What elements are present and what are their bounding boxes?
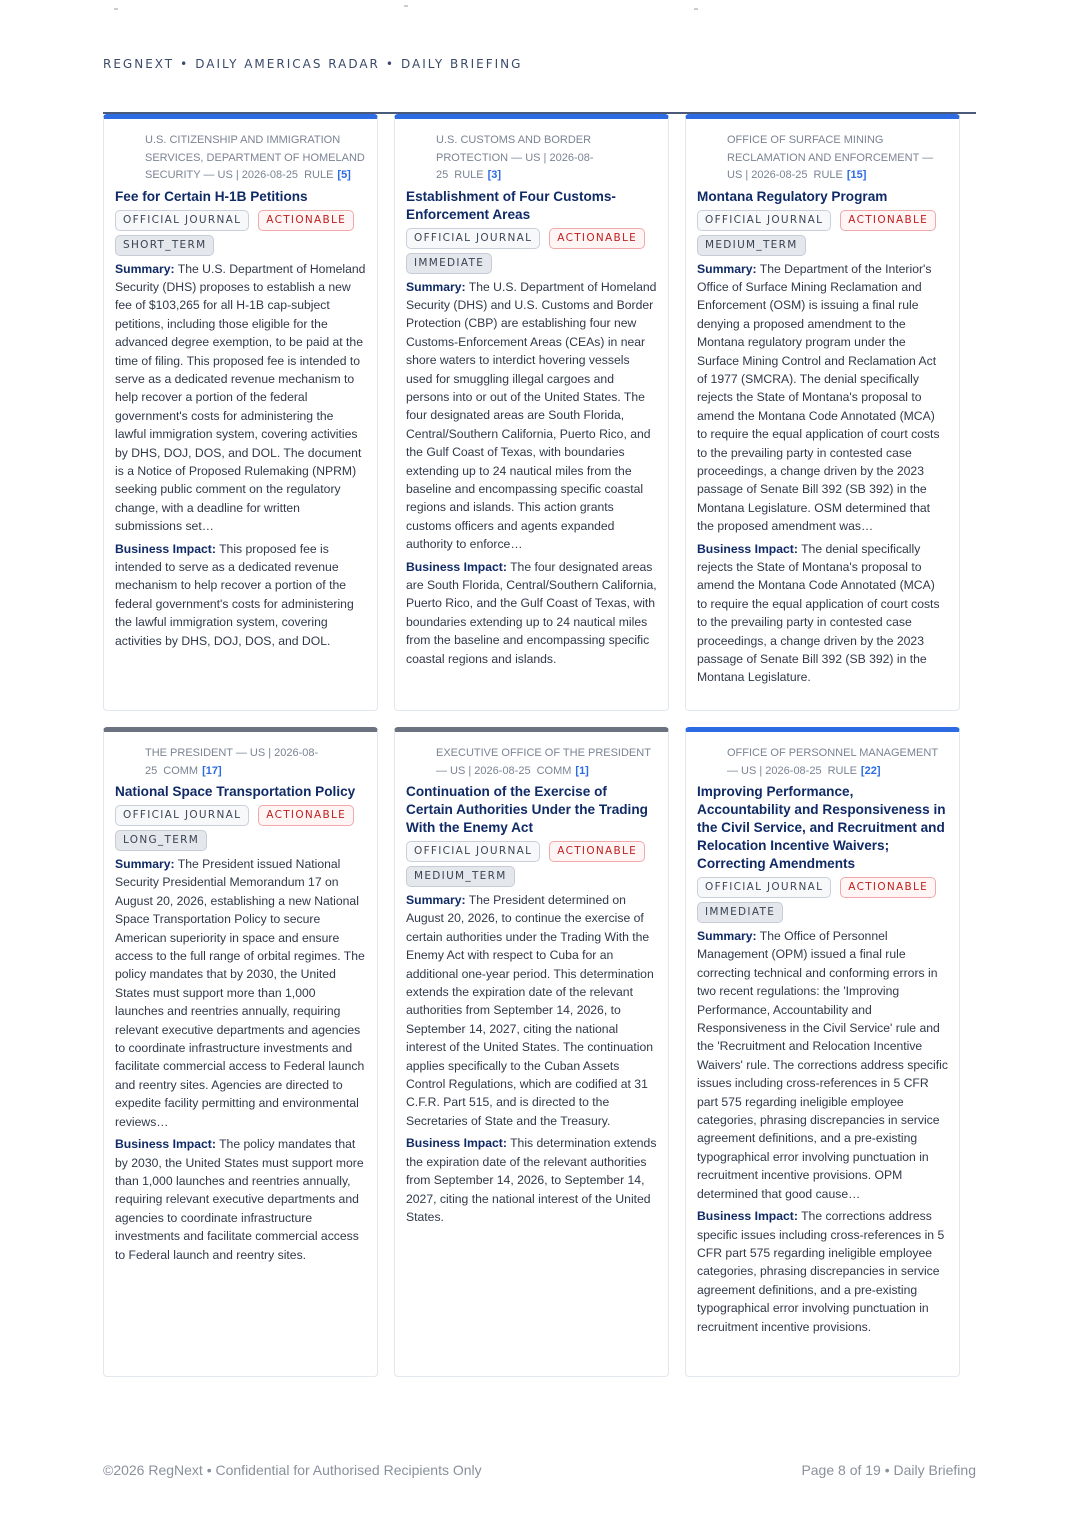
impact-paragraph	[115, 540, 366, 650]
tag-list	[697, 877, 937, 923]
document-type: DAILY BRIEFING	[400, 57, 523, 71]
card-meta	[115, 745, 366, 780]
impact-text: The denial specifically rejects the State of Montana's proposal to amend the Montana Code Annotated (MCA) to require the equal application of court costs to the prevailing party in contested case proceedings, a change driven by the 2023 passage of Senate Bill 392 (SB 392) in the Montana Legislature.	[697, 541, 940, 685]
document-kind: COMM	[163, 764, 199, 777]
summary-paragraph	[697, 927, 948, 1203]
print-mark	[694, 8, 698, 10]
reference-number[interactable]: [3]	[487, 169, 502, 181]
impact-text: This determination extends the expiration date of the relevant authorities from September 14, 2026, to September 14, 2027, citing the national interest of the United States.	[406, 1136, 657, 1224]
summary-label: Summary:	[406, 279, 466, 294]
print-mark	[114, 8, 118, 10]
agency-line: U.S. CITIZENSHIP AND IMMIGRATION SERVICES, DEPARTMENT OF HOMELAND SECURITY — US | 2026-08-25	[145, 134, 365, 181]
summary-text: The Office of Personnel Management (OPM) issued a final rule correcting technical and conforming errors in two recent regulations: the 'Improving Performance, Accountability and Responsiveness in the Civil Service' rule and the 'Recruitment and Relocation Incentive Waivers' rule. The corrections address specific issues including cross-references in 5 CFR part 575 regarding ineligible employee categories, phrasing discrepancies in service agreement definitions, and a pre-existing typographical error involving punctuation in recruitment incentive provisions. OPM determined that good cause…	[697, 929, 948, 1201]
actionable-tag: ACTIONABLE	[258, 805, 354, 826]
header-separator: •	[180, 57, 190, 71]
card-meta	[406, 745, 657, 780]
tag-list	[697, 210, 937, 256]
actionable-tag: ACTIONABLE	[840, 877, 936, 898]
summary-text: The President issued National Security Presidential Memorandum 17 on August 20, 2026, establishing a new National Space Transportation Policy to secure American superiority in space and ensure access to the full range of orbital regimes. The policy mandates that by 2030, the United States must support more than 1,000 launches and reentries annually, requiring relevant executive departments and agencies to coordinate infrastructure investments and facilitate commercial access to Federal launch and reentry sites. Agencies are directed to expedite facility permitting and environmental reviews…	[115, 857, 365, 1129]
source-tag: OFFICIAL JOURNAL	[697, 877, 831, 898]
impact-label: Business Impact:	[697, 1209, 798, 1224]
impact-label: Business Impact:	[697, 541, 798, 556]
agency-line: OFFICE OF PERSONNEL MANAGEMENT — US | 2026-08-25	[727, 747, 938, 777]
document-kind: RULE	[304, 169, 334, 181]
document-kind: COMM	[536, 764, 572, 777]
reference-number[interactable]: [17]	[202, 764, 222, 777]
actionable-tag: ACTIONABLE	[549, 841, 645, 862]
summary-paragraph	[406, 891, 657, 1130]
summary-label: Summary:	[115, 261, 175, 276]
timeframe-tag: MEDIUM_TERM	[406, 866, 515, 887]
source-tag: OFFICIAL JOURNAL	[697, 210, 831, 231]
reference-number[interactable]: [22]	[860, 764, 881, 777]
summary-text: The Department of the Interior's Office of Surface Mining Reclamation and Enforcement (OSM) is issuing a final rule denying a proposed amendment to the Montana regulatory program under the Surface Mining Control and Reclamation Act of 1977 (SMCRA). The denial specifically rejects the State of Montana's proposal to amend the Montana Code Annotated (MCA) to require the equal application of court costs to the prevailing party in contested case proceedings, a change driven by the 2023 passage of Senate Bill 392 (SB 392) in the Montana Legislature. OSM determined that the proposed amendment was…	[697, 261, 940, 534]
regulation-card[interactable]	[394, 727, 669, 1377]
card-title[interactable]: Improving Performance, Accountability and Responsiveness in the Civil Service, and Recruitment and Relocation Incentive Waivers; Correcting Amendments	[697, 784, 946, 871]
source-tag: OFFICIAL JOURNAL	[115, 210, 249, 231]
impact-text: The corrections address specific issues including cross-references in 5 CFR part 575 regarding ineligible employee categories, phrasing discrepancies in service agreement definitions, and a pre-existing typographical error involving punctuation in recruitment incentive provisions.	[697, 1209, 945, 1334]
actionable-tag: ACTIONABLE	[840, 210, 936, 231]
document-kind: RULE	[827, 764, 857, 777]
actionable-tag: ACTIONABLE	[549, 228, 645, 249]
tag-list	[406, 841, 646, 887]
timeframe-tag: MEDIUM_TERM	[697, 235, 806, 256]
summary-paragraph	[697, 260, 948, 536]
agency-line: EXECUTIVE OFFICE OF THE PRESIDENT — US | 2026-08-25	[436, 747, 651, 777]
impact-paragraph	[406, 558, 657, 668]
card-title[interactable]: Montana Regulatory Program	[697, 188, 888, 204]
footer-page-info: Page 8 of 19 • Daily Briefing	[801, 1462, 976, 1478]
timeframe-tag: LONG_TERM	[115, 830, 207, 851]
impact-text: This proposed fee is intended to serve as a dedicated revenue mechanism to help recover a portion of the federal government's costs for administering the lawful immigration system, covering activities by DHS, DOJ, DOS, and DOL.	[115, 541, 354, 648]
actionable-tag: ACTIONABLE	[258, 210, 354, 231]
agency-line: U.S. CUSTOMS AND BORDER PROTECTION — US | 2026-08-25	[436, 134, 594, 181]
document-kind: RULE	[813, 169, 843, 181]
summary-paragraph	[406, 278, 657, 554]
summary-label: Summary:	[406, 893, 466, 907]
reference-number[interactable]: [15]	[846, 169, 867, 181]
briefing-card-grid	[103, 114, 960, 1377]
card-meta	[697, 132, 948, 185]
impact-label: Business Impact:	[406, 1136, 507, 1151]
agency-line: OFFICE OF SURFACE MINING RECLAMATION AND ENFORCEMENT — US | 2026-08-25	[727, 134, 934, 181]
impact-label: Business Impact:	[115, 1137, 216, 1152]
brand-name: REGNEXT	[103, 57, 175, 71]
tag-list	[406, 228, 646, 274]
impact-paragraph	[697, 540, 948, 687]
timeframe-tag: IMMEDIATE	[406, 253, 492, 274]
summary-paragraph	[115, 855, 366, 1131]
summary-text: The U.S. Department of Homeland Security (DHS) proposes to establish a new fee of $103,265 for all H-1B cap-subject petitions, including those eligible for the advanced degree exemption, to be paid at the time of filing. This proposed fee is intended to serve as a dedicated revenue mechanism to help recover a portion of the federal government's costs for administering the lawful immigration system, covering activities by DHS, DOJ, DOS, and DOL. The document is a Notice of Proposed Rulemaking (NPRM) seeking public comment on the regulatory change, with a deadline for written submissions set…	[115, 261, 366, 534]
reference-number[interactable]: [5]	[337, 169, 351, 181]
impact-label: Business Impact:	[406, 559, 507, 574]
regulation-card[interactable]	[103, 114, 378, 711]
card-meta	[406, 132, 657, 185]
impact-paragraph	[697, 1207, 948, 1336]
regulation-card[interactable]	[685, 114, 960, 711]
card-title[interactable]: Fee for Certain H-1B Petitions	[115, 188, 308, 204]
summary-text: The President determined on August 20, 2026, to continue the exercise of certain authorities under the Trading With the Enemy Act with respect to Cuba for an additional one-year period. This determination extends the expiration date of the relevant authorities from September 14, 2026, to September 14, 2027, citing the national interest of the United States. The continuation applies specifically to the Cuban Assets Control Regulations, which are codified at 31 C.F.R. Part 515, and is directed to the Secretaries of State and the Treasury.	[406, 893, 654, 1128]
source-tag: OFFICIAL JOURNAL	[406, 841, 540, 862]
summary-text: The U.S. Department of Homeland Security (DHS) and U.S. Customs and Border Protection (CBP) are establishing four new Customs-Enforcement Areas (CEAs) in near shore waters to interdict hovering vessels used for smuggling illegal cargoes and persons into or out of the United States. The four designated areas are South Florida, Central/Southern California, Puerto Rico, and the Gulf Coast of Texas, with boundaries extending up to 24 nautical miles from the baseline and encompassing specific coastal regions and islands. This action grants customs officers and agents expanded authority to enforce…	[406, 279, 657, 552]
impact-text: The four designated areas are South Florida, Central/Southern California, Puerto Rico, and the Gulf Coast of Texas, with boundaries extending up to 24 nautical miles from the baseline and encompassing specific coastal regions and islands.	[406, 559, 657, 666]
header-separator: •	[385, 57, 395, 71]
tag-list	[115, 805, 355, 851]
timeframe-tag: IMMEDIATE	[697, 902, 783, 923]
summary-paragraph	[115, 260, 366, 536]
product-name: DAILY AMERICAS RADAR	[195, 57, 380, 71]
impact-paragraph	[115, 1135, 366, 1264]
document-kind: RULE	[454, 169, 484, 181]
impact-text: The policy mandates that by 2030, the United States must support more than 1,000 launches and reentries annually, requiring relevant executive departments and agencies to coordinate infrastructure investments and facilitate commercial access to Federal launch and reentry sites.	[115, 1137, 364, 1262]
footer-copyright: ©2026 RegNext • Confidential for Authorised Recipients Only	[103, 1462, 482, 1478]
impact-label: Business Impact:	[115, 541, 216, 556]
card-meta	[115, 132, 366, 185]
reference-number[interactable]: [1]	[575, 764, 589, 777]
card-title[interactable]: Establishment of Four Customs-Enforcement Areas	[406, 188, 616, 222]
timeframe-tag: SHORT_TERM	[115, 235, 214, 256]
print-mark	[404, 5, 408, 7]
summary-label: Summary:	[115, 857, 175, 871]
tag-list	[115, 210, 355, 256]
summary-label: Summary:	[697, 929, 757, 943]
summary-label: Summary:	[697, 261, 757, 276]
regulation-card[interactable]	[103, 727, 378, 1377]
regulation-card[interactable]	[394, 114, 669, 711]
impact-paragraph	[406, 1134, 657, 1226]
briefing-header	[103, 57, 522, 71]
card-title[interactable]: National Space Transportation Policy	[115, 784, 356, 799]
regulation-card[interactable]	[685, 727, 960, 1377]
card-title[interactable]: Continuation of the Exercise of Certain Authorities Under the Trading With the Enemy Act	[406, 784, 648, 835]
agency-line: THE PRESIDENT — US | 2026-08-25	[145, 747, 319, 777]
source-tag: OFFICIAL JOURNAL	[115, 805, 249, 826]
card-meta	[697, 745, 948, 780]
source-tag: OFFICIAL JOURNAL	[406, 228, 540, 249]
